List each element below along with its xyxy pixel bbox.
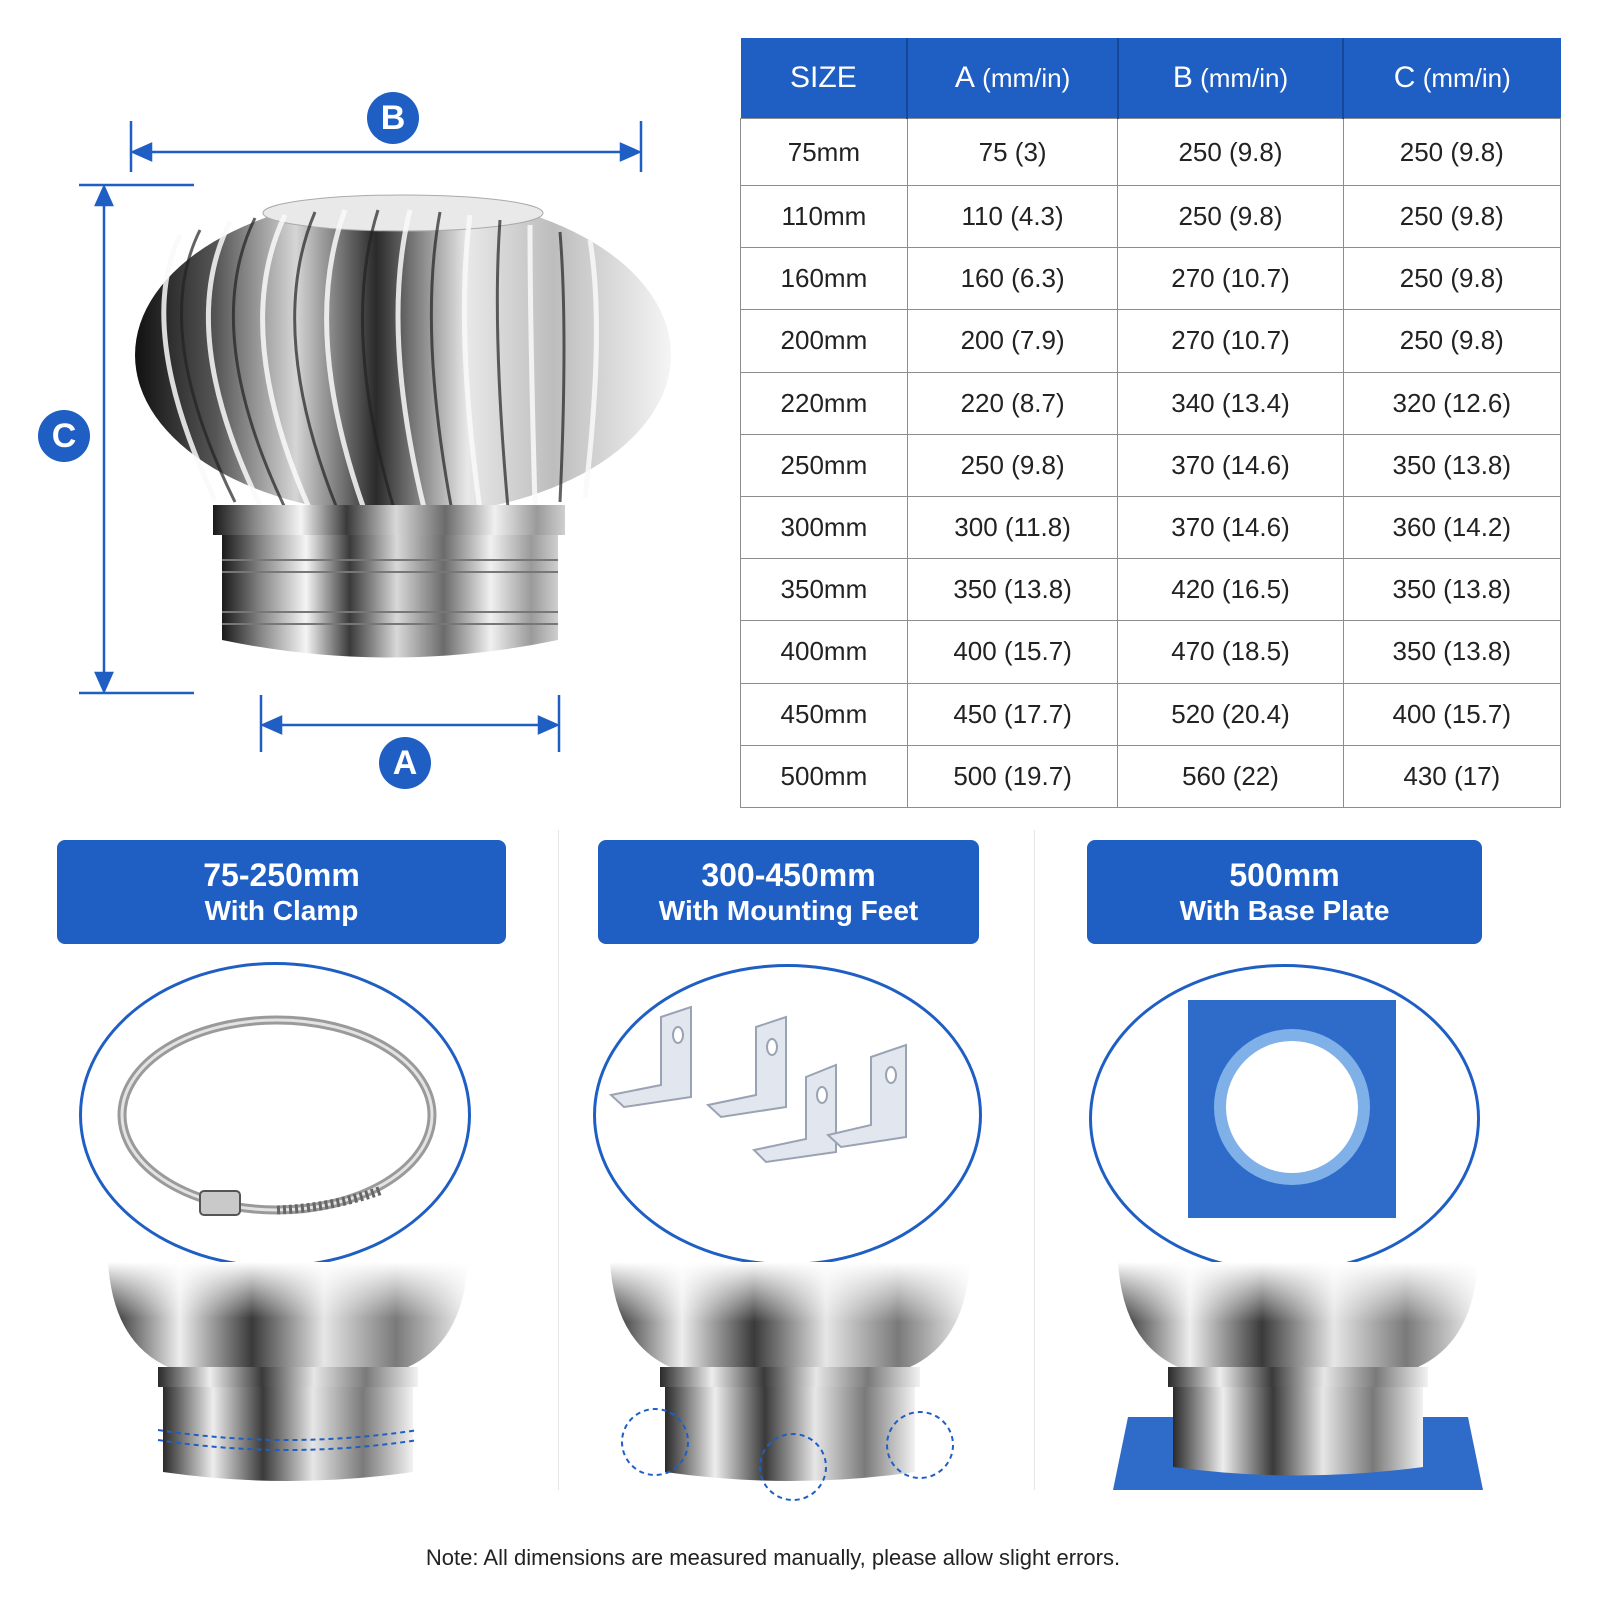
table-row [741, 559, 1561, 621]
table-cell: 350mm [741, 559, 908, 621]
table-cell: 250mm [741, 434, 908, 496]
header-size: SIZE [741, 38, 908, 119]
table-cell: 270 (10.7) [1118, 310, 1343, 372]
dimension-c-badge: C [38, 410, 90, 462]
table-cell: 560 (22) [1118, 745, 1343, 807]
vent-with-clamp-illustration [108, 1262, 468, 1487]
table-cell: 75 (3) [907, 119, 1118, 186]
table-cell: 250 (9.8) [1118, 186, 1343, 248]
table-row [741, 248, 1561, 310]
table-cell: 250 (9.8) [907, 434, 1118, 496]
table-cell: 250 (9.8) [1343, 310, 1560, 372]
table-cell: 350 (13.8) [1343, 434, 1560, 496]
table-row [741, 496, 1561, 558]
table-cell: 360 (14.2) [1343, 496, 1560, 558]
table-row [741, 310, 1561, 372]
table-body [741, 119, 1561, 808]
size-table [740, 38, 1561, 808]
table-cell: 110mm [741, 186, 908, 248]
header-c: C (mm/in) [1343, 38, 1560, 119]
table-cell: 500 (19.7) [907, 745, 1118, 807]
table-cell: 370 (14.6) [1118, 434, 1343, 496]
table-cell: 250 (9.8) [1343, 119, 1560, 186]
table-cell: 450 (17.7) [907, 683, 1118, 745]
table-row [741, 745, 1561, 807]
table-cell: 350 (13.8) [907, 559, 1118, 621]
table-cell: 250 (9.8) [1343, 248, 1560, 310]
dimension-b-badge: B [367, 92, 419, 144]
table-row [741, 186, 1561, 248]
dimension-a-badge: A [379, 737, 431, 789]
panel-size-label: 300-450mm [701, 857, 876, 893]
turbine-vent-illustration [0, 0, 730, 800]
panel-size-label: 500mm [1229, 857, 1340, 893]
table-cell: 400 (15.7) [1343, 683, 1560, 745]
table-cell: 220 (8.7) [907, 372, 1118, 434]
table-cell: 520 (20.4) [1118, 683, 1343, 745]
table-cell: 75mm [741, 119, 908, 186]
panel-title-base-plate [1087, 840, 1482, 944]
table-row [741, 621, 1561, 683]
table-cell: 420 (16.5) [1118, 559, 1343, 621]
table-cell: 400mm [741, 621, 908, 683]
hose-clamp-icon [79, 962, 471, 1268]
table-cell: 200mm [741, 310, 908, 372]
header-b: B (mm/in) [1118, 38, 1343, 119]
measurement-note: Note: All dimensions are measured manually, please allow slight errors. [425, 1545, 1121, 1570]
panel-size-label: 75-250mm [203, 857, 360, 893]
panel-divider [558, 830, 559, 1490]
table-cell: 200 (7.9) [907, 310, 1118, 372]
vent-with-feet-illustration [610, 1262, 970, 1502]
panel-mount-label: With Mounting Feet [658, 895, 919, 927]
table-cell: 220mm [741, 372, 908, 434]
table-cell: 160 (6.3) [907, 248, 1118, 310]
table-row [741, 372, 1561, 434]
panel-mount-label: With Base Plate [1179, 895, 1390, 927]
table-cell: 500mm [741, 745, 908, 807]
panel-divider [1034, 830, 1035, 1490]
panel-title-feet [598, 840, 979, 944]
panel-mount-label: With Clamp [204, 895, 359, 927]
table-row [741, 683, 1561, 745]
table-cell: 320 (12.6) [1343, 372, 1560, 434]
table-cell: 340 (13.4) [1118, 372, 1343, 434]
dimension-diagram [0, 0, 730, 800]
table-cell: 110 (4.3) [907, 186, 1118, 248]
panel-title-clamp [57, 840, 506, 944]
table-cell: 270 (10.7) [1118, 248, 1343, 310]
table-cell: 250 (9.8) [1343, 186, 1560, 248]
table-cell: 370 (14.6) [1118, 496, 1343, 558]
table-cell: 430 (17) [1343, 745, 1560, 807]
base-plate-icon [1089, 964, 1480, 1273]
table-cell: 250 (9.8) [1118, 119, 1343, 186]
table-cell: 450mm [741, 683, 908, 745]
table-cell: 350 (13.8) [1343, 621, 1560, 683]
table-row [741, 119, 1561, 186]
table-cell: 300 (11.8) [907, 496, 1118, 558]
table-cell: 400 (15.7) [907, 621, 1118, 683]
table-header-row [741, 38, 1561, 119]
vent-with-base-plate-illustration [1103, 1262, 1493, 1502]
table-row [741, 434, 1561, 496]
header-a: A (mm/in) [907, 38, 1118, 119]
table-cell: 350 (13.8) [1343, 559, 1560, 621]
mounting-feet-icon [593, 964, 982, 1266]
table-cell: 470 (18.5) [1118, 621, 1343, 683]
table-cell: 300mm [741, 496, 908, 558]
table-cell: 160mm [741, 248, 908, 310]
